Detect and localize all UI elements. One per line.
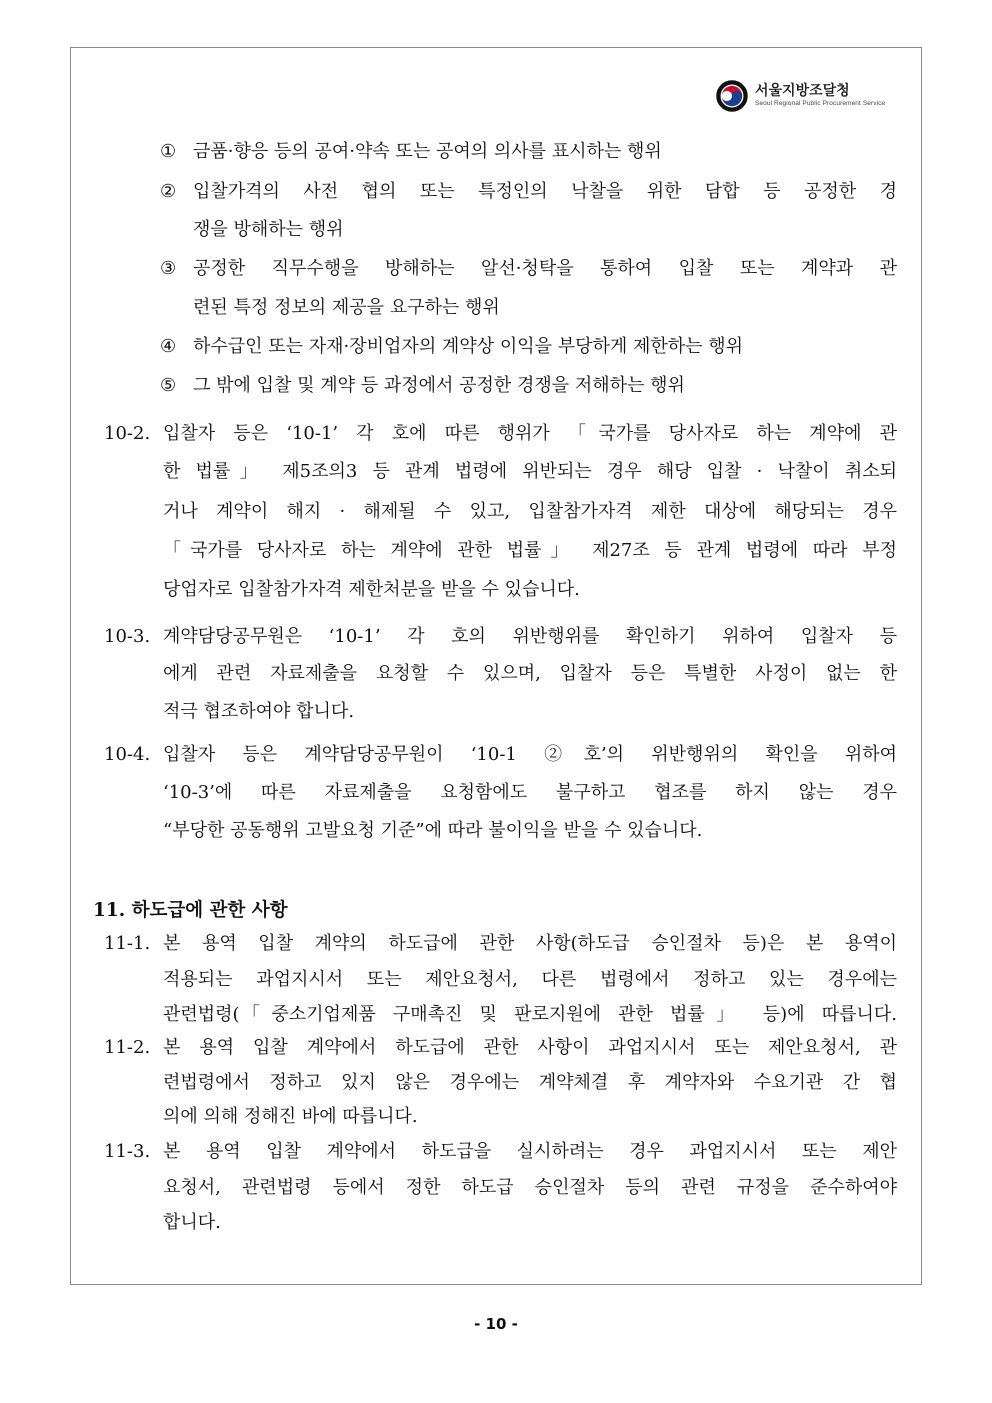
clause-label: 11-1.: [104, 933, 151, 954]
item-label: ⑤: [160, 375, 177, 396]
clause-label: 10-3.: [104, 626, 151, 647]
item-text: 공정한 직무수행을 방해하는 알선·청탁을 통하여 입찰 또는 계약과 관: [193, 258, 897, 279]
section-heading: 11. 하도급에 관한 사항: [93, 900, 288, 921]
clause-text: ‘10-3’에 따른 자료제출을 요청함에도 불구하고 협조를 하지 않는 경우: [163, 782, 897, 803]
clause-label: 11-2.: [104, 1037, 151, 1058]
item-text: 련된 특정 정보의 제공을 요구하는 행위: [193, 297, 500, 318]
clause-text: 계약담당공무원은 ‘10-1’ 각 호의 위반행위를 확인하기 위하여 입찰자 등: [163, 626, 897, 647]
clause-text: 요청서, 관련법령 등에서 정한 하도급 승인절차 등의 관련 규정을 준수하여야: [163, 1177, 897, 1198]
clause-text: 적극 협조하여야 합니다.: [163, 701, 355, 722]
clause-label: 11-3.: [104, 1141, 151, 1162]
clause-text: “부당한 공동행위 고발요청 기준”에 따라 불이익을 받을 수 있습니다.: [163, 820, 703, 841]
clause-text: 당업자로 입찰참가자격 제한처분을 받을 수 있습니다.: [163, 579, 580, 600]
clause-text: 련법령에서 정하고 있지 않은 경우에는 계약체결 후 계약자와 수요기관 간 협: [163, 1072, 897, 1093]
clause-text: 관련법령(「중소기업제품 구매촉진 및 판로지원에 관한 법률」 등)에 따릅니다.: [163, 1004, 897, 1025]
item-label: ②: [160, 181, 177, 202]
clause-text: 「국가를 당사자로 하는 계약에 관한 법률」 제27조 등 관계 법령에 따라 부정: [163, 540, 897, 561]
clause-label: 10-2.: [104, 423, 151, 444]
clause-text: 본 용역 입찰 계약의 하도급에 관한 사항(하도급 승인절차 등)은 본 용역이: [163, 933, 897, 954]
clause-text: 한 법률」 제5조의3 등 관계 법령에 위반되는 경우 해당 입찰 · 낙찰이 취소되: [163, 461, 897, 482]
clause-text: 적용되는 과업지시서 또는 제안요청서, 다른 법령에서 정하고 있는 경우에는: [163, 969, 897, 990]
item-text: 금품·향응 등의 공여·약속 또는 공여의 의사를 표시하는 행위: [193, 141, 662, 162]
item-label: ③: [160, 258, 177, 279]
clause-text: 에게 관련 자료제출을 요청할 수 있으며, 입찰자 등은 특별한 사정이 없는 한: [163, 663, 897, 684]
item-text: 하수급인 또는 자재·장비업자의 계약상 이익을 부당하게 제한하는 행위: [193, 336, 744, 357]
clause-text: 입찰자 등은 ‘10-1’ 각 호에 따른 행위가 「국가를 당사자로 하는 계약에 관: [163, 423, 897, 444]
item-label: ④: [160, 336, 177, 357]
item-label: ①: [160, 141, 177, 162]
clause-text: 본 용역 입찰 계약에서 하도급에 관한 사항이 과업지시서 또는 제안요청서, 관: [163, 1037, 897, 1058]
agency-logo: [715, 76, 885, 116]
item-text: 그 밖에 입찰 및 계약 등 과정에서 공정한 경쟁을 저해하는 행위: [193, 375, 685, 396]
logo-name-en: Seoul Regional Public Procurement Service: [755, 100, 886, 108]
clause-label: 10-4.: [104, 744, 151, 765]
clause-text: 거나 계약이 해지 · 해제될 수 있고, 입찰참가자격 제한 대상에 해당되는 경우: [163, 501, 897, 522]
item-text: 입찰가격의 사전 협의 또는 특정인의 낙찰을 위한 담합 등 공정한 경: [193, 181, 897, 202]
item-text: 쟁을 방해하는 행위: [193, 219, 344, 240]
clause-text: 합니다.: [163, 1212, 221, 1233]
logo-name-ko: 서울지방조달청: [755, 83, 850, 100]
clause-text: 입찰자 등은 계약담당공무원이 ‘10-1 ②호’의 위반행위의 확인을 위하여: [163, 744, 897, 765]
clause-text: 본 용역 입찰 계약에서 하도급을 실시하려는 경우 과업지시서 또는 제안: [163, 1141, 897, 1162]
page-number: - 10 -: [474, 1315, 518, 1333]
clause-text: 의에 의해 정해진 바에 따릅니다.: [163, 1106, 418, 1127]
taegeuk-emblem-icon: [715, 79, 749, 113]
